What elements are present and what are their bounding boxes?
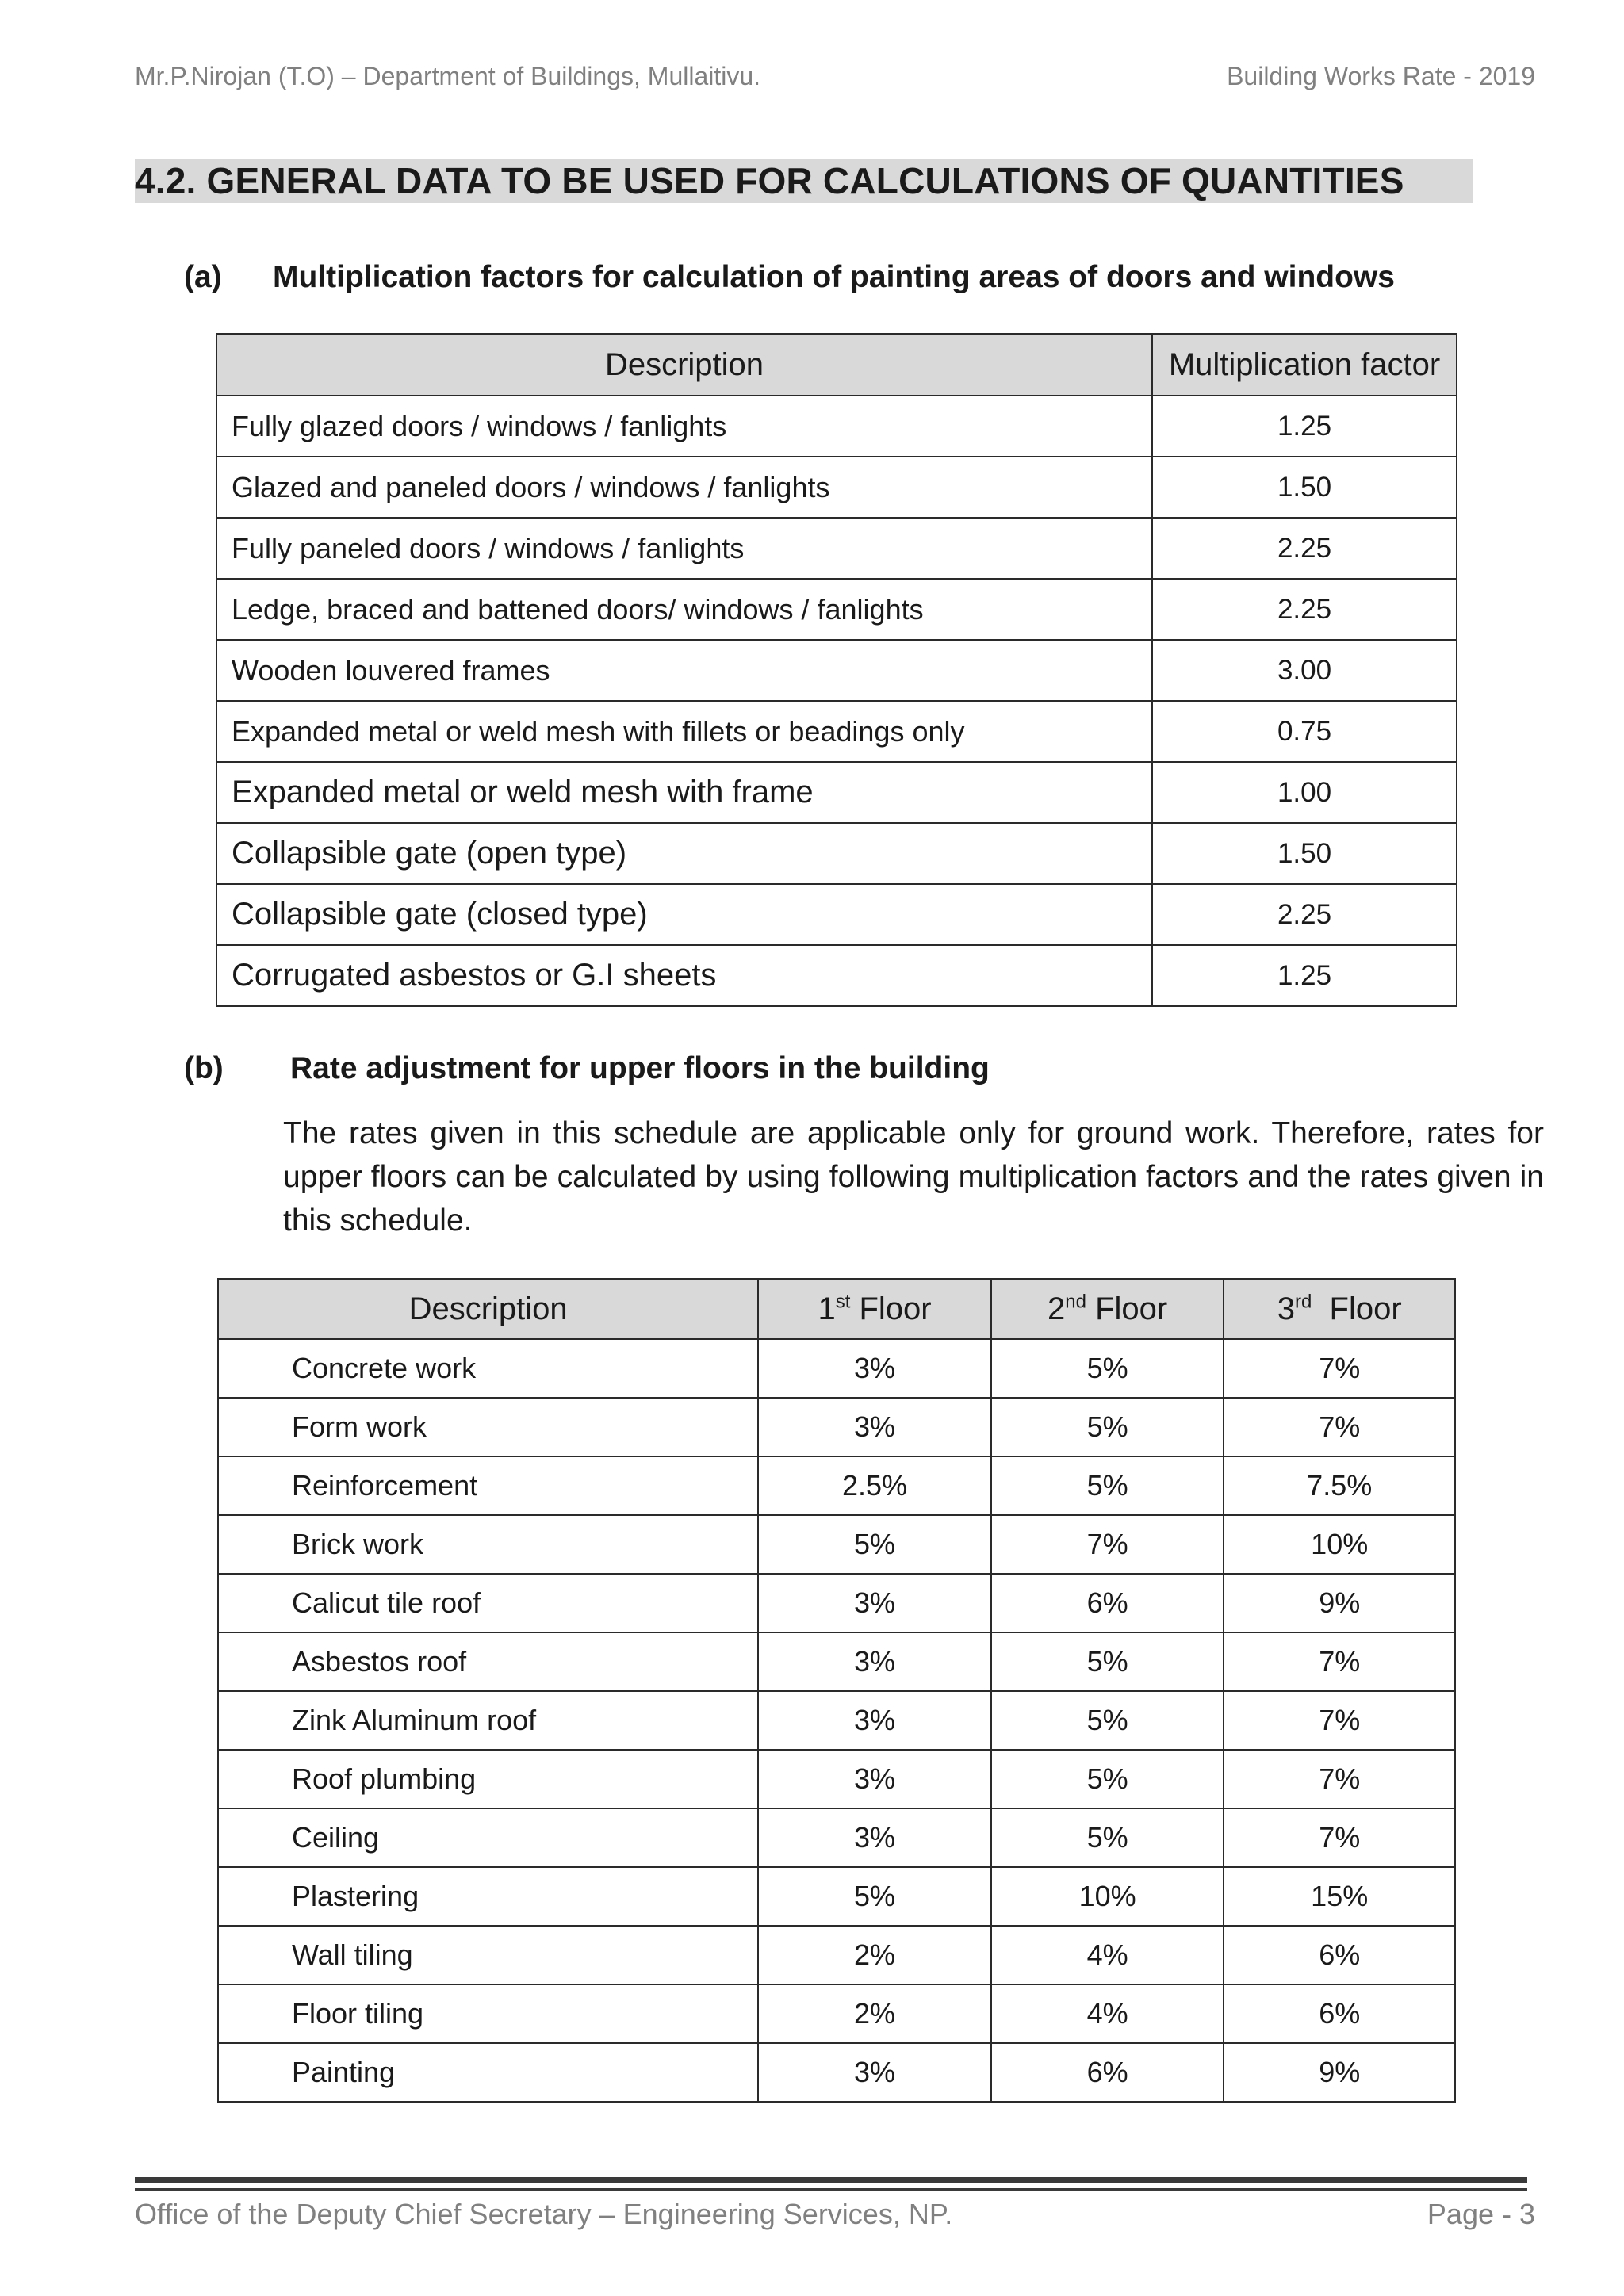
table-row bbox=[218, 1750, 1455, 1808]
row-factor: 3.00 bbox=[1152, 640, 1457, 701]
row-description: Ledge, braced and battened doors/ windows / fanlights bbox=[216, 579, 1152, 640]
table-row bbox=[216, 640, 1457, 701]
column-header-description: Description bbox=[218, 1279, 758, 1339]
row-factor: 1.25 bbox=[1152, 945, 1457, 1006]
table-row bbox=[216, 762, 1457, 823]
table-row bbox=[216, 823, 1457, 884]
table-header-row bbox=[216, 334, 1457, 396]
row-second-floor: 5% bbox=[991, 1398, 1224, 1456]
row-second-floor: 5% bbox=[991, 1808, 1224, 1867]
table-header-row bbox=[218, 1279, 1455, 1339]
row-description: Wall tiling bbox=[218, 1926, 758, 1984]
part-b-paragraph: The rates given in this schedule are applicable only for ground work. Therefore, rates for upper floors can be calculated by using following multiplication factors and the rates given in this schedule. bbox=[283, 1116, 1544, 1238]
row-description: Wooden louvered frames bbox=[216, 640, 1152, 701]
table-row bbox=[218, 1398, 1455, 1456]
row-third-floor: 9% bbox=[1224, 1574, 1455, 1632]
row-third-floor: 7% bbox=[1224, 1398, 1455, 1456]
column-header-third-floor bbox=[1224, 1279, 1455, 1339]
row-description: Ceiling bbox=[218, 1808, 758, 1867]
floor-word: Floor bbox=[1329, 1291, 1402, 1326]
part-a-heading: Multiplication factors for calculation of painting areas of doors and windows bbox=[273, 260, 1395, 294]
table-row bbox=[216, 396, 1457, 457]
row-first-floor: 3% bbox=[758, 1750, 991, 1808]
row-first-floor: 3% bbox=[758, 1691, 991, 1750]
row-description: Concrete work bbox=[218, 1339, 758, 1398]
row-third-floor: 7% bbox=[1224, 1750, 1455, 1808]
row-factor: 1.25 bbox=[1152, 396, 1457, 457]
row-first-floor: 3% bbox=[758, 1574, 991, 1632]
row-second-floor: 5% bbox=[991, 1456, 1224, 1515]
table-row bbox=[218, 1632, 1455, 1691]
page-number: Page - 3 bbox=[1427, 2198, 1535, 2230]
page-header-title: Building Works Rate - 2019 bbox=[1227, 62, 1535, 90]
ordinal-suffix: rd bbox=[1294, 1291, 1312, 1313]
row-third-floor: 7% bbox=[1224, 1632, 1455, 1691]
painting-factors-table bbox=[216, 333, 1457, 1007]
row-first-floor: 3% bbox=[758, 1339, 991, 1398]
row-description: Painting bbox=[218, 2043, 758, 2102]
row-second-floor: 4% bbox=[991, 1926, 1224, 1984]
row-description: Collapsible gate (open type) bbox=[216, 823, 1152, 884]
table-row bbox=[216, 457, 1457, 518]
footer-rule bbox=[135, 2177, 1527, 2183]
row-second-floor: 6% bbox=[991, 2043, 1224, 2102]
row-third-floor: 7% bbox=[1224, 1808, 1455, 1867]
row-description: Reinforcement bbox=[218, 1456, 758, 1515]
row-description: Expanded metal or weld mesh with frame bbox=[216, 762, 1152, 823]
row-second-floor: 6% bbox=[991, 1574, 1224, 1632]
row-third-floor: 15% bbox=[1224, 1867, 1455, 1926]
row-first-floor: 2% bbox=[758, 1984, 991, 2043]
row-second-floor: 7% bbox=[991, 1515, 1224, 1574]
floor-number: 3 bbox=[1277, 1291, 1295, 1326]
row-factor: 2.25 bbox=[1152, 884, 1457, 945]
footer-rule bbox=[135, 2188, 1527, 2191]
row-description: Calicut tile roof bbox=[218, 1574, 758, 1632]
table-row bbox=[216, 518, 1457, 579]
table-row bbox=[218, 1691, 1455, 1750]
row-first-floor: 3% bbox=[758, 1398, 991, 1456]
column-header-first-floor bbox=[758, 1279, 991, 1339]
floor-number: 1 bbox=[818, 1291, 836, 1326]
table-row bbox=[216, 579, 1457, 640]
table-row bbox=[218, 1867, 1455, 1926]
row-third-floor: 7.5% bbox=[1224, 1456, 1455, 1515]
column-header-factor: Multiplication factor bbox=[1152, 334, 1457, 396]
table-row bbox=[218, 1515, 1455, 1574]
row-description: Asbestos roof bbox=[218, 1632, 758, 1691]
floor-word: Floor bbox=[1095, 1291, 1168, 1326]
row-factor: 1.00 bbox=[1152, 762, 1457, 823]
floor-number: 2 bbox=[1048, 1291, 1066, 1326]
page-footer-office: Office of the Deputy Chief Secretary – Engineering Services, NP. bbox=[135, 2198, 953, 2230]
section-title: 4.2. GENERAL DATA TO BE USED FOR CALCULATIONS OF QUANTITIES bbox=[135, 159, 1473, 203]
row-first-floor: 3% bbox=[758, 1632, 991, 1691]
ordinal-suffix: st bbox=[835, 1291, 851, 1313]
row-first-floor: 2.5% bbox=[758, 1456, 991, 1515]
part-a-label: (a) bbox=[184, 260, 222, 294]
row-description: Brick work bbox=[218, 1515, 758, 1574]
row-description: Fully glazed doors / windows / fanlights bbox=[216, 396, 1152, 457]
table-row bbox=[216, 701, 1457, 762]
table-row bbox=[216, 884, 1457, 945]
table-row bbox=[218, 1339, 1455, 1398]
row-factor: 1.50 bbox=[1152, 823, 1457, 884]
ordinal-suffix: nd bbox=[1065, 1291, 1086, 1313]
row-third-floor: 6% bbox=[1224, 1926, 1455, 1984]
table-row bbox=[218, 1926, 1455, 1984]
row-description: Floor tiling bbox=[218, 1984, 758, 2043]
column-header-description: Description bbox=[216, 334, 1152, 396]
row-factor: 1.50 bbox=[1152, 457, 1457, 518]
row-first-floor: 2% bbox=[758, 1926, 991, 1984]
row-description: Plastering bbox=[218, 1867, 758, 1926]
table-row bbox=[218, 2043, 1455, 2102]
table-row bbox=[218, 1984, 1455, 2043]
table-row bbox=[218, 1808, 1455, 1867]
row-first-floor: 5% bbox=[758, 1515, 991, 1574]
row-description: Collapsible gate (closed type) bbox=[216, 884, 1152, 945]
row-third-floor: 7% bbox=[1224, 1339, 1455, 1398]
row-description: Glazed and paneled doors / windows / fanlights bbox=[216, 457, 1152, 518]
row-third-floor: 6% bbox=[1224, 1984, 1455, 2043]
row-description: Fully paneled doors / windows / fanlights bbox=[216, 518, 1152, 579]
part-b-heading: Rate adjustment for upper floors in the building bbox=[290, 1051, 990, 1085]
row-first-floor: 3% bbox=[758, 2043, 991, 2102]
row-second-floor: 5% bbox=[991, 1750, 1224, 1808]
row-description: Expanded metal or weld mesh with fillets or beadings only bbox=[216, 701, 1152, 762]
row-second-floor: 4% bbox=[991, 1984, 1224, 2043]
floor-word: Floor bbox=[859, 1291, 932, 1326]
row-description: Corrugated asbestos or G.I sheets bbox=[216, 945, 1152, 1006]
row-description: Form work bbox=[218, 1398, 758, 1456]
column-header-second-floor bbox=[991, 1279, 1224, 1339]
row-description: Roof plumbing bbox=[218, 1750, 758, 1808]
row-first-floor: 5% bbox=[758, 1867, 991, 1926]
part-b-label: (b) bbox=[184, 1051, 224, 1085]
table-row bbox=[218, 1456, 1455, 1515]
row-second-floor: 5% bbox=[991, 1339, 1224, 1398]
table-row bbox=[216, 945, 1457, 1006]
row-second-floor: 5% bbox=[991, 1691, 1224, 1750]
row-second-floor: 10% bbox=[991, 1867, 1224, 1926]
row-first-floor: 3% bbox=[758, 1808, 991, 1867]
row-factor: 2.25 bbox=[1152, 579, 1457, 640]
row-third-floor: 7% bbox=[1224, 1691, 1455, 1750]
upper-floor-rate-table bbox=[217, 1278, 1456, 2103]
row-third-floor: 10% bbox=[1224, 1515, 1455, 1574]
row-description: Zink Aluminum roof bbox=[218, 1691, 758, 1750]
table-row bbox=[218, 1574, 1455, 1632]
row-factor: 2.25 bbox=[1152, 518, 1457, 579]
row-second-floor: 5% bbox=[991, 1632, 1224, 1691]
row-factor: 0.75 bbox=[1152, 701, 1457, 762]
page-header-author: Mr.P.Nirojan (T.O) – Department of Buildings, Mullaitivu. bbox=[135, 62, 761, 90]
row-third-floor: 9% bbox=[1224, 2043, 1455, 2102]
